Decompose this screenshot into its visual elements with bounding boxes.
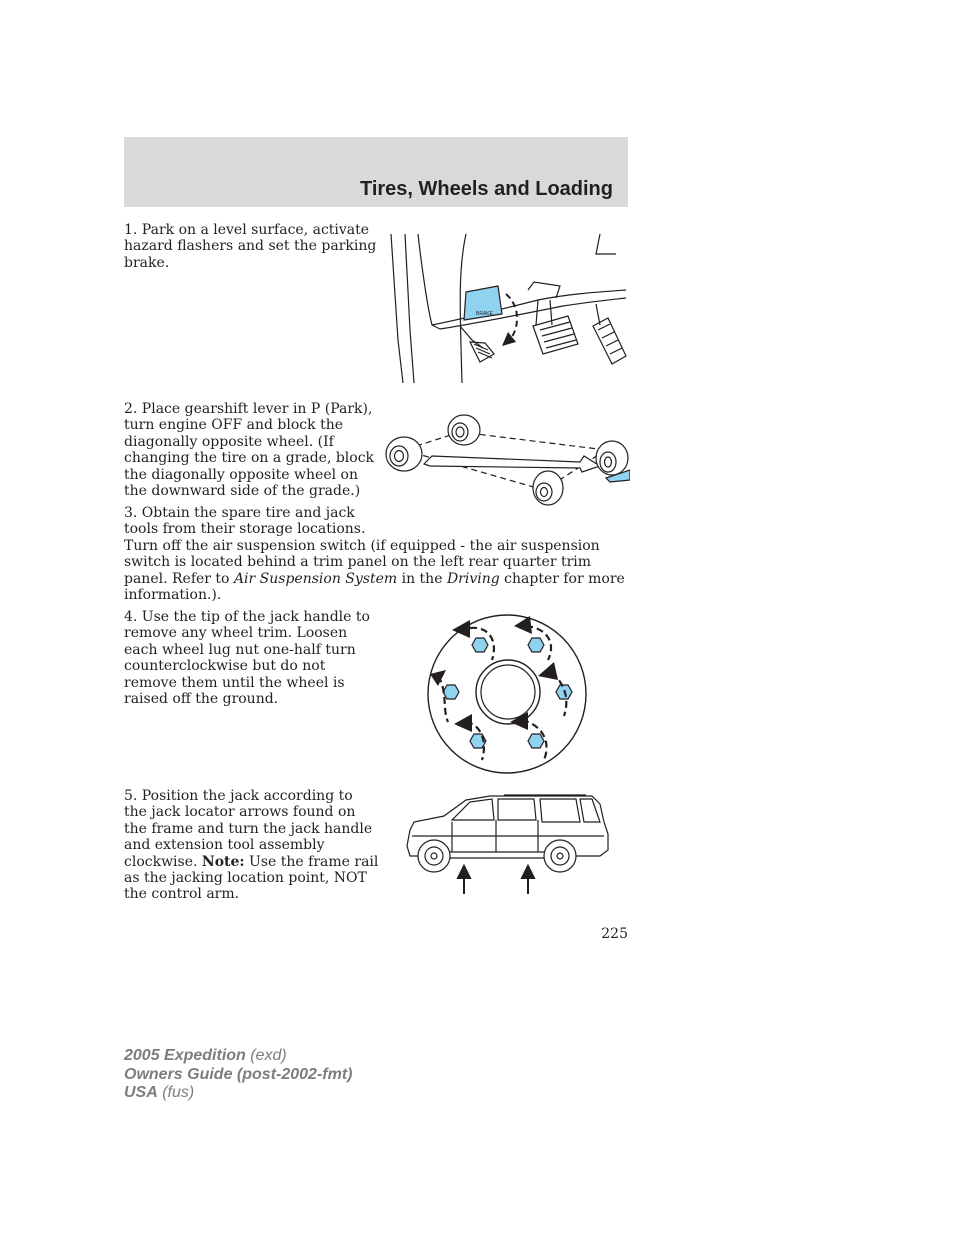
document-footer [124,1047,352,1103]
air-suspension-text-1: Turn off the air suspension switch (if equipped - the air suspension switch is located behind a trim panel on the left rear quarter trim panel. Refer to [124,538,600,587]
air-suspension-note [124,538,628,604]
step-5-instructions: 5. Position the jack according to the jack locator arrows found on the frame and turn the jack handle and extension tool assembly clockwise. [124,788,373,870]
step-5-note: Use the frame rail as the jacking location point, NOT the control arm. [124,853,379,903]
page-number: 225 [601,926,628,942]
section-title: Tires, Wheels and Loading [359,178,613,200]
jack-locator-arrow-icon [522,866,534,878]
jack-location-diagram [404,792,610,896]
footer-model-code: (exd) [245,1047,287,1064]
step-1-text: 1. Park on a level surface, activate hazard flashers and set the parking brake. [124,222,377,271]
air-suspension-reference: Air Suspension System [233,570,398,587]
lug-nut-icon [443,685,459,699]
step-2-text: 2. Place gearshift lever in P (Park), turn engine OFF and block the diagonally opposite wheel. (If changing the tire on a grade, block the diagonally opposite wheel on the downward side of the grade.) [124,401,375,500]
air-suspension-text-2: in the [397,570,447,587]
footer-line-3 [124,1084,352,1103]
lug-nut-icon [472,638,488,652]
footer-market-code: (fus) [157,1084,195,1101]
footer-guide: Owners Guide (post-2002-fmt) [124,1065,353,1083]
lug-nut-diagram [426,612,590,776]
section-header [124,137,628,207]
brake-label: BRAKE [476,311,493,317]
lug-nut-icon [528,638,544,652]
driving-chapter-reference: Driving [446,570,500,587]
footer-market: USA [124,1084,158,1101]
lug-nut-icon [528,734,544,748]
wheel-block-diagram [384,410,630,510]
note-label: Note: [201,853,245,870]
step-3-text: 3. Obtain the spare tire and jack tools from their storage locations. [124,505,366,538]
jack-locator-arrow-icon [458,866,470,878]
parking-brake-illustration [388,230,628,385]
footer-model: 2005 Expedition [124,1047,246,1064]
footer-line-1 [124,1047,352,1066]
air-suspension-text-3: chapter for more information.). [124,570,625,604]
footer-line-2 [124,1066,352,1085]
step-4-text: 4. Use the tip of the jack handle to remove any wheel trim. Loosen each wheel lug nut one-half turn counterclockwise but do not remove them until the wheel is raised off the ground. [124,609,370,708]
step-5-text [124,788,380,903]
